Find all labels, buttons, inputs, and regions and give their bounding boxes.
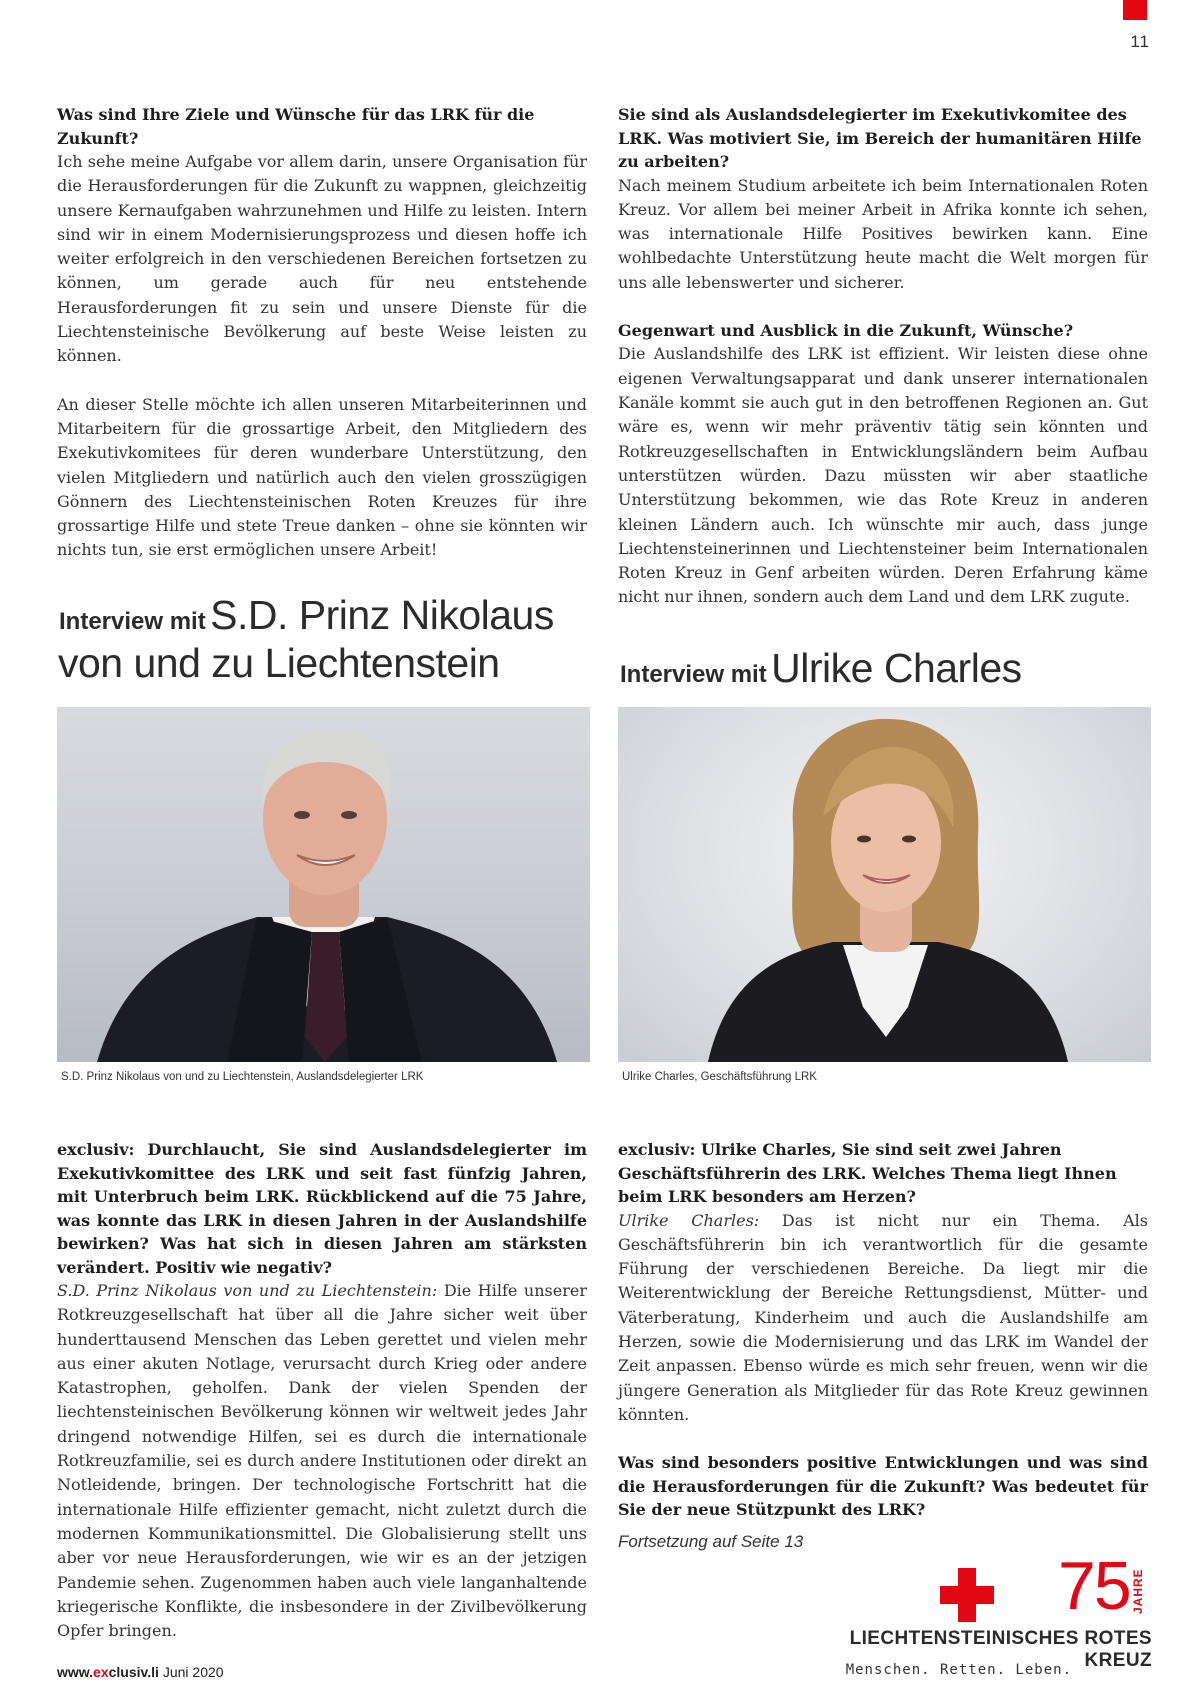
- red-cross-icon: [940, 1568, 994, 1622]
- logo-tagline: Menschen. Retten. Leben.: [845, 1662, 1072, 1678]
- left-bottom-section: [57, 1138, 587, 1643]
- left-top-section: [57, 103, 587, 563]
- right-bottom-speaker: Ulrike Charles:: [618, 1210, 760, 1230]
- continued-note: Fortsetzung auf Seite 13: [618, 1531, 804, 1551]
- right-top-section: [618, 103, 1148, 610]
- right-bottom-question-2: Was sind besonders positive Entwicklungen und was sind die Herausforderungen für die Zukunft? Was bedeutet für Sie der neue Stützpunkt des LRK?: [618, 1453, 1148, 1520]
- left-bottom-answer-text: Die Hilfe unserer Rotkreuzgesellschaft hat über all die Jahre sicher weit über hunderttausend Menschen das Leben gerettet und vielen mehr aus einer akuten Notlage, verursacht durch Krieg oder andere Katastrophen, geholfen. Dank der vielen Spenden der liechtensteinischen Bevölkerung können wir weltweit jedes Jahr dringend notwendige Hilfen, sei es durch die internationale Rotkreuzfamilie, sei es durch andere Institutionen oder direkt an Notleidende, bringen. Der technologische Fortschritt hat die internationale Hilfe effizienter gemacht, nicht zuletzt durch die modernen Kommunikationsmittel. Die Globalisierung stellt uns aber vor neue Herausforderungen, wie wir es an der jetzigen Pandemie sehen. Zugenommen haben auch viele langanhaltende kriegerische Konflikte, die insbesondere in der Zivilbevölkerung Opfer bringen.: [57, 1281, 587, 1641]
- headline-right-lead: Interview mit: [620, 661, 767, 688]
- headline-left-name-1: S.D. Prinz Nikolaus: [210, 592, 554, 638]
- page-number: 11: [1130, 32, 1150, 51]
- footer-url-prefix: www.: [57, 1664, 94, 1680]
- portrait-photo-charles: [618, 707, 1151, 1062]
- headline-left-lead: Interview mit: [59, 608, 206, 635]
- left-bottom-speaker: S.D. Prinz Nikolaus von und zu Liechtenstein:: [57, 1281, 438, 1300]
- left-bottom-question: exclusiv: Durchlaucht, Sie sind Auslandsdelegierter im Exekutivkomittee des LRK und seit fast fünfzig Jahren, mit Unterbruch beim LRK. Rückblickend auf die 75 Jahre, was konnte das LRK in diesen Jahren in der Auslandshilfe bewirken? Was hat sich in diesen Jahren am stärksten verändert. Positiv wie negativ?: [57, 1140, 587, 1277]
- headline-left: [59, 592, 554, 639]
- right-top-question-1: Sie sind als Auslandsdelegierter im Exekutivkomitee des LRK. Was motiviert Sie, im Bereich der humanitären Hilfe zu arbeiten?: [618, 105, 1142, 171]
- headline-right: [620, 645, 1022, 692]
- footer-issue: Juni 2020: [158, 1664, 224, 1680]
- right-top-answer-1: Nach meinem Studium arbeitete ich beim Internationalen Roten Kreuz. Vor allem bei meiner Arbeit in Afrika konnte ich sehen, was internationale Hilfe Positives bewirken kann. Eine wohlbedachte Unterstützung heute macht die Welt morgen für uns alle lebenswerter und sicherer.: [618, 175, 1148, 292]
- corner-mark: [1123, 0, 1147, 20]
- logo-years: 75: [1058, 1548, 1130, 1624]
- right-bottom-answer-text: Das ist nicht nur ein Thema. Als Geschäftsführerin bin ich verantwortlich für die gesamte Führung der verschiedenen Bereiche. Da liegt mir die Weiterentwicklung der Bereiche Rettungsdienst, Mütter- und Väterberatung, Kinderheim und auch die Auslandshilfe am Herzen, sowie die Modernisierung und das LRK im Wandel der Zeit anpassen. Ebenso würde es mich sehr freuen, wenn wir die jüngere Generation als Mitglieder für das Rote Kreuz gewinnen könnten.: [618, 1210, 1148, 1424]
- right-top-answer-2: Die Auslandshilfe des LRK ist effizient. Wir leisten diese ohne eigenen Verwaltungsapparat und dank unserer internationalen Kanäle kommt sie auch gut in den betroffenen Regionen an. Gut wäre es, wenn wir mehr präventiv tätig sein könnten und Rotkreuzgesellschaften in Entwicklungsländern beim Aufbau unterstützen würden. Dazu müssten wir aber staatliche Unterstützung bekommen, wie das Rote Kreuz in anderen kleinen Ländern auch. Ich wünschte mir auch, dass junge Liechtensteinerinnen und Liechtensteiner beim Internationalen Roten Kreuz in Genf arbeiten würden. Deren Erfahrung käme nicht nur ihnen, sondern auch dem Land und dem LRK zugute.: [618, 344, 1148, 607]
- caption-charles: Ulrike Charles, Geschäftsführung LRK: [622, 1071, 817, 1083]
- left-bottom-answer: [57, 1279, 587, 1643]
- footer: [57, 1664, 224, 1680]
- portrait-photo-nikolaus: [57, 707, 590, 1062]
- caption-nikolaus: S.D. Prinz Nikolaus von und zu Liechtenstein, Auslandsdelegierter LRK: [61, 1071, 424, 1083]
- logo-organization: LIECHTENSTEINISCHES ROTES KREUZ: [849, 1628, 1152, 1671]
- right-bottom-section: [618, 1138, 1148, 1552]
- right-bottom-answer-1: [618, 1209, 1148, 1428]
- headline-left-name-2: von und zu Liechtenstein: [58, 640, 500, 686]
- right-top-question-2: Gegenwart und Ausblick in die Zukunft, Wünsche?: [618, 320, 1074, 340]
- right-bottom-question-1: exclusiv: Ulrike Charles, Sie sind seit zwei Jahren Geschäftsführerin des LRK. Welches Thema liegt Ihnen beim LRK besonders am Herzen?: [618, 1140, 1117, 1206]
- footer-url-accent: ex: [93, 1664, 109, 1680]
- left-top-question: Was sind Ihre Ziele und Wünsche für das LRK für die Zukunft?: [57, 105, 535, 148]
- footer-url-suffix: clusiv.li: [108, 1664, 159, 1680]
- headline-right-name: Ulrike Charles: [771, 645, 1022, 691]
- logo-jahre: JAHRE: [1131, 1568, 1145, 1614]
- left-top-answer-2: An dieser Stelle möchte ich allen unseren Mitarbeiterinnen und Mitarbeitern für die grossartige Arbeit, den Mitgliedern des Exekutivkomitees für deren wunderbare Unterstützung, den vielen Mitgliedern und natürlich auch den vielen grosszügigen Gönnern des Liechtensteinischen Roten Kreuzes für ihre grossartige Hilfe und stete Treue danken – ohne sie könnten wir nichts tun, sie erst ermöglichen unsere Arbeit!: [57, 394, 587, 560]
- left-top-answer-1: Ich sehe meine Aufgabe vor allem darin, unsere Organisation für die Herausforderungen für die Zukunft zu wappnen, gleichzeitig unsere Kernaufgaben wahrzunehmen und Hilfe zu leisten. Intern sind wir in einem Modernisierungsprozess und diesen hoffe ich weiter erfolgreich in den verschiedenen Bereichen fortsetzen zu können, um gerade auch für neu entstehende Herausforderungen fit zu sein und unsere Dienste für die Liechtensteinische Bevölkerung auf beste Weise leisten zu können.: [57, 152, 587, 366]
